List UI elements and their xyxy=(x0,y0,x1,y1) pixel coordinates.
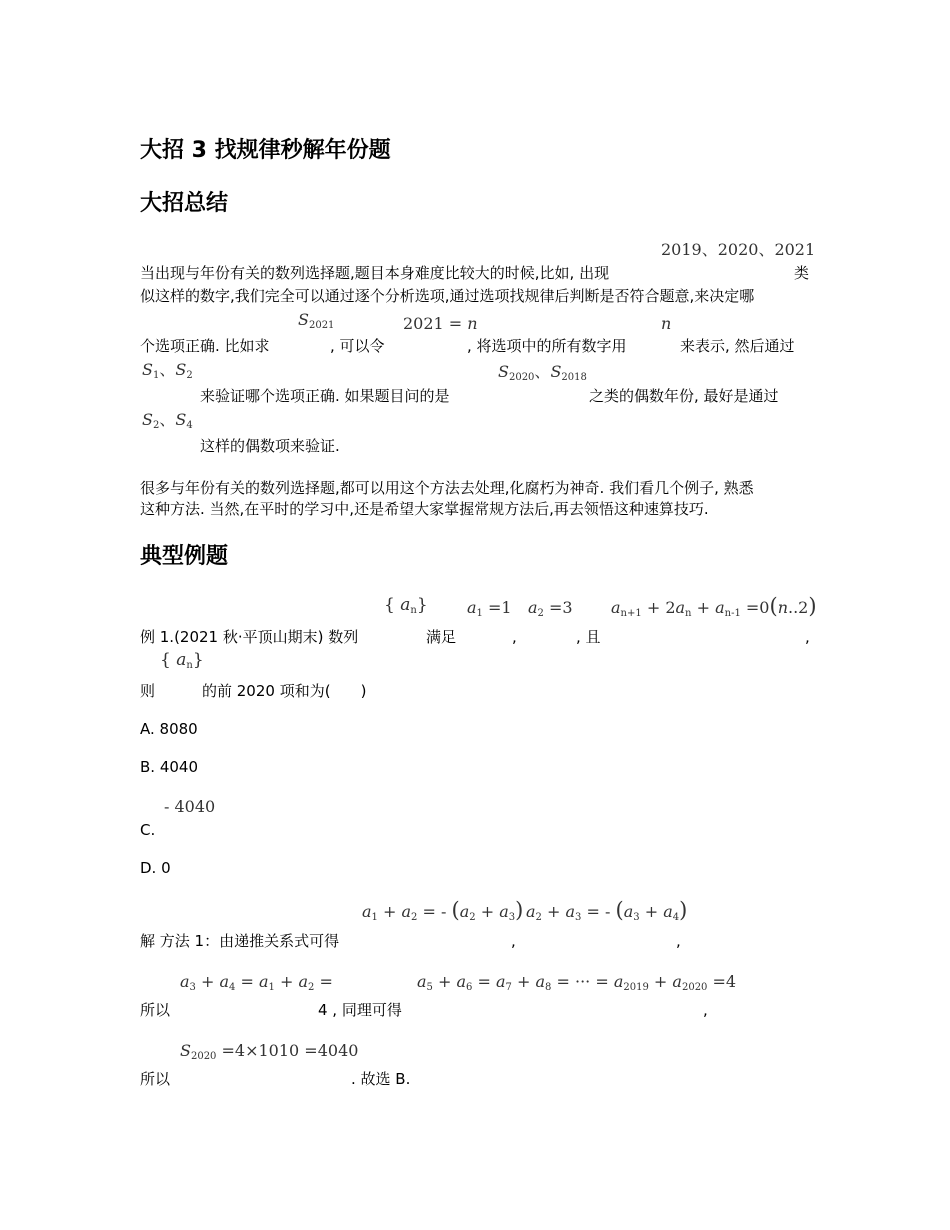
solution-label: 解 方法 1：由递推关系式可得 xyxy=(140,932,340,950)
option-b: B. 4040 xyxy=(140,758,199,776)
option-d: D. 0 xyxy=(140,859,171,877)
math-a3-a4: $a_3 + a_4 = a_1 + a_2$ = xyxy=(180,972,333,993)
example-1-comma: , xyxy=(512,628,517,646)
math-S2021: $S_{2021}$ xyxy=(298,310,335,331)
solution-so-1: 所以 xyxy=(140,1001,171,1019)
summary-line-3d: 来表示, 然后通过 xyxy=(680,337,795,355)
option-a: A. 8080 xyxy=(140,720,198,738)
math-S2-S4: $S_2$、$S_4$ xyxy=(142,410,193,431)
option-c-math: - 4040 xyxy=(164,797,216,816)
math-n: n xyxy=(661,314,672,333)
solution-so-2: 所以 xyxy=(140,1070,171,1088)
summary-line-1-end: 类 xyxy=(794,264,810,282)
math-S2020-S2018: $S_{2020}$、$S_{2018}$ xyxy=(498,362,587,383)
summary-heading: 大招总结 xyxy=(140,191,229,216)
math-pair-sums: $a_5 + a_6 = a_7 + a_8$ = ··· = $a_{2019} + a_{2020} =4$ xyxy=(417,972,737,993)
example-1-end-comma: , xyxy=(805,628,810,646)
example-1-satisfies: 满足 xyxy=(426,628,457,646)
math-a2-eq-3: $a_2 =3$ xyxy=(528,598,573,619)
solution-choose: . 故选 B. xyxy=(351,1070,411,1088)
math-2021-eq-n: 2021 = n xyxy=(403,314,478,333)
math-years: 2019、2020、2021 xyxy=(661,240,816,259)
summary-line-3a: 个选项正确. 比如求 xyxy=(140,337,270,355)
solution-comma-2: , xyxy=(676,932,681,950)
math-S2020-result: $S_{2020} =4\times 1010 =4040$ xyxy=(180,1041,359,1062)
summary-line-3c: , 将选项中的所有数字用 xyxy=(467,337,627,355)
summary-line-3b: , 可以令 xyxy=(330,337,385,355)
summary-line-2: 似这样的数字,我们完全可以通过逐个分析选项,通过选项找规律后判断是否符合题意,来决定哪 xyxy=(140,287,755,305)
math-sequence-an: { $a_n$} xyxy=(384,595,428,616)
solution-comma-1: , xyxy=(511,932,516,950)
summary-paragraph-2-line-2: 这种方法. 当然,在平时的学习中,还是希望大家掌握常规方法后,再去领悟这种速算技巧. xyxy=(140,500,709,518)
solution-comma-3: , xyxy=(703,1001,708,1019)
summary-line-4b: 之类的偶数年份, 最好是通过 xyxy=(589,387,779,405)
option-c: C. xyxy=(140,821,156,839)
math-S1-S2: $S_1$、$S_2$ xyxy=(142,360,193,381)
math-relation-1: $a_1 + a_2$ = - $(a_2 + a_3)$ xyxy=(362,898,524,923)
example-1-sum-question: 的前 2020 项和为( ) xyxy=(202,682,367,700)
summary-line-4a: 来验证哪个选项正确. 如果题目问的是 xyxy=(200,387,450,405)
math-recurrence: $a_{n+1} + 2a_n + a_{n-1} =0(n..2)$ xyxy=(611,594,817,619)
examples-heading: 典型例题 xyxy=(140,544,229,569)
example-1-intro: 例 1.(2021 秋·平顶山期末) 数列 xyxy=(140,628,359,646)
math-a1-eq-1: $a_1 =1$ xyxy=(467,598,512,619)
solution-four-same: 4 , 同理可得 xyxy=(318,1001,402,1019)
summary-paragraph-2-line-1: 很多与年份有关的数列选择题,都可以用这个方法去处理,化腐朽为神奇. 我们看几个例子, 熟悉 xyxy=(140,479,754,497)
page-title: 大招 3 找规律秒解年份题 xyxy=(140,138,391,163)
math-relation-2: $a_2 + a_3$ = - $(a_3 + a_4)$ xyxy=(526,898,688,923)
example-1-and: , 且 xyxy=(576,628,601,646)
summary-line-1: 当出现与年份有关的数列选择题,题目本身难度比较大的时候,比如, 出现 xyxy=(140,264,610,282)
example-1-then: 则 xyxy=(140,682,156,700)
math-sequence-an-2: { $a_n$} xyxy=(160,650,204,671)
summary-line-5: 这样的偶数项来验证. xyxy=(200,437,340,455)
